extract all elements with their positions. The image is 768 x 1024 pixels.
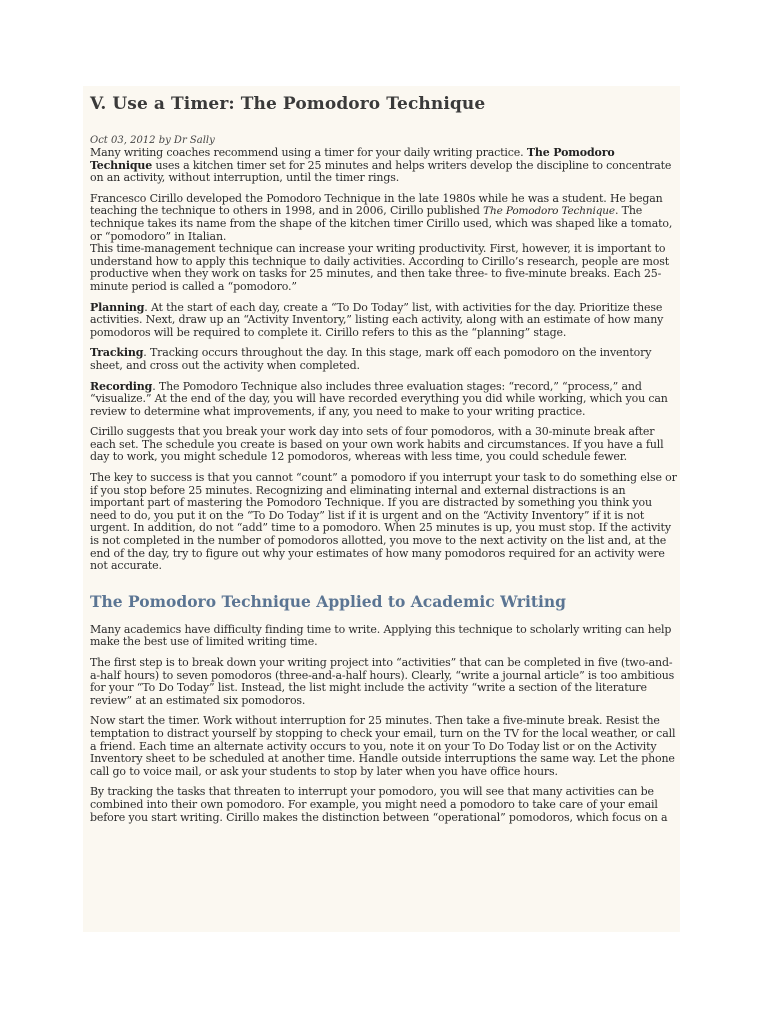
paragraph-academics: Many academics have difficulty finding time to write. Applying this technique to scholarly writing can help make the best use of limited writing time.	[90, 622, 672, 649]
section-heading: The Pomodoro Technique Applied to Academic Writing	[90, 591, 567, 611]
tracking-label: Tracking	[90, 346, 144, 360]
paragraph-planning: Planning. At the start of each day, create a “To Do Today” list, with activities for the day. Prioritize these activities. Next, draw up an “Activity Inventory,” listing each activity, along with an estimate of how many pomodoros will be required to complete it. Cirillo refers to this as the “planning” stage.	[90, 300, 664, 339]
article-byline: Oct 03, 2012 by Dr Sally	[90, 135, 215, 146]
paragraph-recording: Recording. The Pomodoro Technique also includes three evaluation stages: “record,” “process,” and “visualize.” At the end of the day, you will have recorded everything you did while working, which you can review to determine what improvements, if any, you need to make to your writing practice.	[90, 379, 668, 418]
paragraph-start-timer: Now start the timer. Work without interruption for 25 minutes. Then take a five-minute break. Resist the temptation to distract yourself by stopping to check your email, turn on the TV for the local weather, or call a friend. Each time an alternate activity occurs to you, note it on your To Do Today list or on the Activity Inventory sheet to be scheduled at another time. Handle outside interruptions the same way. Let the phone call go to voice mail, or ask your students to stop by later when you have office hours.	[90, 714, 676, 778]
book-title: The Pomodoro Technique	[483, 205, 615, 218]
paragraph-tracking: Tracking. Tracking occurs throughout the day. In this stage, mark off each pomodoro on the inventory sheet, and cross out the activity when completed.	[90, 346, 652, 372]
document-page	[83, 86, 680, 932]
paragraph-schedule: Cirillo suggests that you break your work day into sets of four pomodoros, with a 30-minute break after each set. The schedule you create is based on your own work habits and circumstances. If you have a full day to work, you might schedule 12 pomodoros, whereas with less time, you could schedule fewer.	[90, 425, 664, 464]
recording-label: Recording	[90, 379, 153, 393]
paragraph-productivity: This time-management technique can increase your writing productivity. First, however, it is important to understand how to apply this technique to daily activities. According to Cirillo’s research, people are most productive when they work on tasks for 25 minutes, and then take three- to five-minute breaks. Each 25-minute period is called a “pomodoro.”	[90, 242, 670, 293]
paragraph-history: Francesco Cirillo developed the Pomodoro Technique in the late 1980s while he was a student. He began teaching the technique to others in 1998, and in 2006, Cirillo published The Pomodoro Technique. The technique takes its name from the shape of the kitchen timer Cirillo used, which was shaped like a tomato, or “pomodoro” in Italian.	[90, 191, 673, 243]
paragraph-intro: Many writing coaches recommend using a timer for your daily writing practice. The Pomodoro Technique uses a kitchen timer set for 25 minutes and helps writers develop the discipline to concentrate on an activity, without interruption, until the timer rings.	[90, 146, 672, 185]
paragraph-tracking-tasks: By tracking the tasks that threaten to interrupt your pomodoro, you will see that many activities can be combined into their own pomodoro. For example, you might need a pomodoro to take care of your email before you start writing. Cirillo makes the distinction between “operational” pomodoros, which focus on a	[90, 785, 668, 824]
article-title: V. Use a Timer: The Pomodoro Technique	[90, 94, 486, 114]
paragraph-key-to-success: The key to success is that you cannot “count” a pomodoro if you interrupt your task to do something else or if you stop before 25 minutes. Recognizing and eliminating internal and external distractions is an important part of mastering the Pomodoro Technique. If you are distracted by something you think you need to do, you put it on the “To Do Today” list if it is urgent and on the “Activity Inventory” if it is not urgent. In addition, do not “add” time to a pomodoro. When 25 minutes is up, you must stop. If the activity is not completed in the number of pomodoros allotted, you move to the next activity on the list and, at the end of the day, try to figure out why your estimates of how many pomodoros required for an activity were not accurate.	[90, 471, 677, 573]
technique-name: The Pomodoro Technique	[90, 146, 615, 172]
planning-label: Planning	[90, 300, 145, 314]
article-body	[90, 94, 680, 832]
paragraph-first-step: The first step is to break down your writing project into “activities” that can be completed in five (two-and-a-half hours) to seven pomodoros (three-and-a-half hours). Clearly, “write a journal article” is too ambitious for your “To Do Today” list. Instead, the list might include the activity “write a section of the literature review” at an estimated six pomodoros.	[90, 656, 675, 707]
